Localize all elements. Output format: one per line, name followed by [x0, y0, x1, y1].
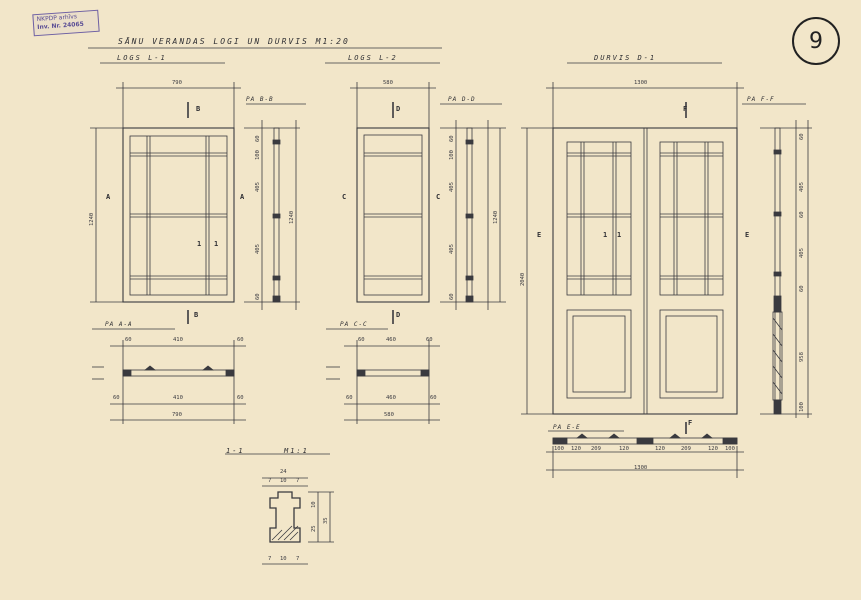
dim-ff-4: 60 — [799, 285, 805, 292]
dim-dd-0: 60 — [449, 135, 455, 142]
cut-mark-one-c: 1 — [603, 231, 608, 239]
cut-mark-e-left: E — [537, 231, 542, 239]
cut-mark-d-bottom: D — [396, 311, 401, 319]
dim-aa-bottom-1: 410 — [173, 395, 183, 401]
cut-mark-a-right: A — [240, 193, 245, 201]
cut-mark-one-b: 1 — [214, 240, 219, 248]
dim-aa-bottom-0: 60 — [113, 395, 120, 401]
dim-aa-total: 790 — [172, 412, 182, 418]
dim-aa-top-1: 410 — [173, 337, 183, 343]
dim-l2-width: 580 — [383, 80, 393, 86]
label-pa-bb: PA B-B — [246, 96, 274, 103]
label-pa-aa: PA A-A — [105, 321, 133, 328]
dim-ee-5: 209 — [681, 446, 691, 452]
dim-dd-1: 100 — [449, 150, 455, 160]
dim-ff-0: 60 — [799, 133, 805, 140]
dim-aa-top-0: 60 — [125, 337, 132, 343]
section-aa — [92, 337, 246, 424]
dim-ee-3: 120 — [619, 446, 629, 452]
dim-l1-width: 790 — [172, 80, 182, 86]
dim-detail-top: 24 — [280, 469, 287, 475]
dim-detail-h-0: 10 — [311, 501, 317, 508]
dim-detail-bottom-1: 10 — [280, 556, 287, 562]
dim-detail-bottom-0: 7 — [268, 556, 272, 562]
section-ff — [760, 120, 812, 418]
cut-mark-one-a: 1 — [197, 240, 202, 248]
stamp-line-2: Inv. Nr. 24065 — [37, 20, 85, 32]
title-logs-l2: LOGS L-2 — [348, 54, 398, 62]
dim-cc-top-1: 460 — [386, 337, 396, 343]
dim-bb-1: 100 — [255, 150, 261, 160]
dim-cc-top-2: 60 — [426, 337, 433, 343]
dim-dd-3: 405 — [449, 244, 455, 254]
dim-ee-1: 120 — [571, 446, 581, 452]
label-pa-cc: PA C-C — [340, 321, 368, 328]
dim-ee-0: 100 — [554, 446, 564, 452]
cut-mark-a-left: A — [106, 193, 111, 201]
dim-d1-height: 2040 — [520, 272, 526, 286]
dim-cc-top-0: 60 — [358, 337, 365, 343]
dim-aa-bottom-2: 60 — [237, 395, 244, 401]
dim-detail-bottom-2: 7 — [296, 556, 300, 562]
dim-bb-2: 405 — [255, 182, 261, 192]
label-pa-ee: PA E-E — [553, 424, 581, 431]
dim-ff-6: 100 — [799, 402, 805, 412]
dim-cc-bottom-0: 60 — [346, 395, 353, 401]
dim-bb-total: 1240 — [289, 210, 295, 224]
cut-mark-b-top: B — [196, 105, 201, 113]
dim-dd-total: 1240 — [493, 210, 499, 224]
dim-ee-4: 120 — [655, 446, 665, 452]
door-d1-elevation — [553, 128, 737, 414]
dim-ff-3: 405 — [799, 248, 805, 258]
section-cc — [326, 337, 440, 424]
dim-cc-total: 580 — [384, 412, 394, 418]
dim-ff-2: 60 — [799, 211, 805, 218]
label-detail-11: 1-1 — [226, 447, 245, 455]
dim-ff-5: 958 — [799, 352, 805, 362]
dim-ff-1: 405 — [799, 182, 805, 192]
dim-d1-width: 1300 — [634, 80, 648, 86]
dim-detail-h-2: 35 — [323, 517, 329, 524]
cut-mark-c-left: C — [342, 193, 347, 201]
dim-detail-h-1: 25 — [311, 525, 317, 532]
dim-l1-height: 1240 — [89, 212, 95, 226]
sheet-number: 9 — [792, 17, 840, 65]
dim-ee-total: 1300 — [634, 465, 648, 471]
dim-ee-2: 209 — [591, 446, 601, 452]
dim-cc-bottom-1: 460 — [386, 395, 396, 401]
cut-mark-d-top: D — [396, 105, 401, 113]
dim-bb-4: 60 — [255, 293, 261, 300]
dim-ee-7: 100 — [725, 446, 735, 452]
cut-mark-f-top: F — [683, 105, 688, 113]
stamp-line-1: NKPDP arhīvs — [36, 13, 78, 24]
cut-mark-f-bottom: F — [688, 419, 693, 427]
title-logs-l1: LOGS L-1 — [117, 54, 167, 62]
label-detail-scale: M1:1 — [284, 447, 309, 455]
dim-bb-0: 60 — [255, 135, 261, 142]
cut-mark-one-d: 1 — [617, 231, 622, 239]
dim-dd-2: 405 — [449, 182, 455, 192]
dim-aa-top-2: 60 — [237, 337, 244, 343]
drawing-title: SĀNU VERANDAS LOGI UN DURVIS M1:20 — [118, 37, 350, 46]
cut-mark-b-bottom: B — [194, 311, 199, 319]
dim-ee-6: 120 — [708, 446, 718, 452]
dim-bb-3: 405 — [255, 244, 261, 254]
dim-detail-sub-1: 10 — [280, 478, 287, 484]
label-pa-dd: PA D-D — [448, 96, 476, 103]
dim-cc-bottom-2: 60 — [430, 395, 437, 401]
label-pa-ff: PA F-F — [747, 96, 775, 103]
dim-detail-sub-0: 7 — [268, 478, 272, 484]
dim-dd-4: 60 — [449, 293, 455, 300]
dim-detail-sub-2: 7 — [296, 478, 300, 484]
cut-mark-c-right: C — [436, 193, 441, 201]
window-l2-elevation — [357, 128, 429, 302]
window-l1-elevation — [123, 128, 234, 302]
cut-mark-e-right: E — [745, 231, 750, 239]
title-durvis-d1: DURVIS D-1 — [594, 54, 657, 62]
